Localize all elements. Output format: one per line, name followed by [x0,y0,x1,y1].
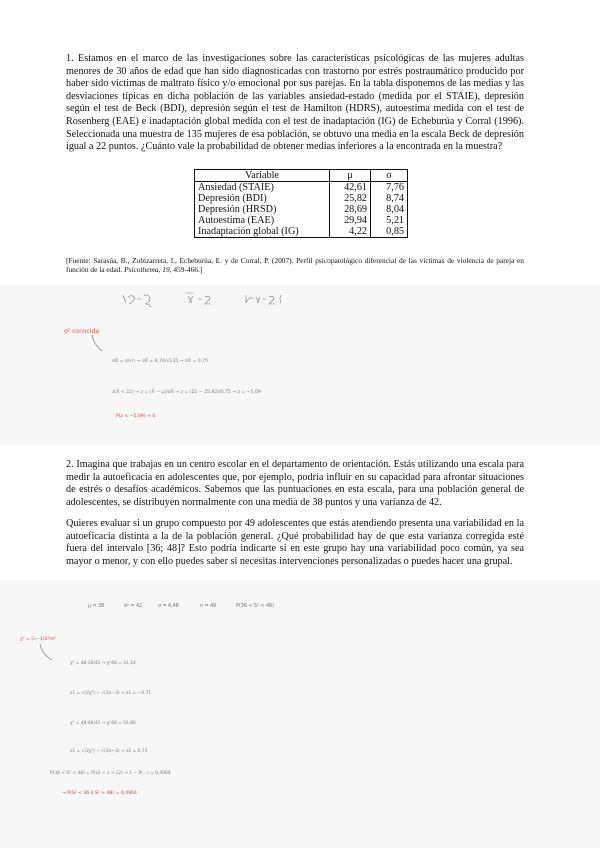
handwritten-solution-2 [0,580,600,848]
cell-mu: 42,61 [330,182,371,194]
handwriting-1-line-6: z(X̄ < 22) → z = (X̄ − μ)/σX̄ → z = (22 − 25,82)/0,75 → z = −5,09 [112,390,261,395]
table-header-row [195,170,408,182]
handwriting-1-line-4: σ² conocida [64,328,100,335]
question-1-text: 1. Estamos en el marco de las investigaciones sobre las características psicológicas de las mujeres adultas menores de 30 años de edad que han sido diagnosticadas con trastorno por estrés postraumático producido por haber sido víctimas de maltrato físico y/o emocional por sus parejas. En la tabla disponemos de las medias y las desviaciones típicas en dicha población de las variables ansiedad-estado (medida por el STAIE), depresión según el test de Beck (BDI), depresión según el test de Hamilton (HDRS), autoestima medida con el test de Rosenberg (EAE) e inadaptación global medida con el test de inadaptación (IG) de Echeburúa y Corral (1996). Seleccionada una muestra de 135 mujeres de esa población, se obtuvo una media en la escala Beck de depresión igual a 22 puntos. ¿Cuánto vale la probabilidad de obtener medias inferiores a la encontrada en la muestra? [66,53,524,153]
source-journal: Psicothema, 19 [124,265,170,275]
header-variable: Variable [195,170,330,182]
cell-variable: Ansiedad (STAIE) [195,182,330,194]
cell-mu: 4,22 [330,226,371,238]
handwriting-1-line-5: σX̄ = σ/√n → σX̄ = 8,74/√135 → σX̄ = 0,75 [112,359,209,364]
table-row [195,182,408,194]
cell-variable: Depresión (BDI) [195,193,330,204]
population-table [194,169,408,238]
table-row [195,193,408,204]
header-mu: μ [330,170,371,182]
header-sigma: σ [371,170,408,182]
source-citation [66,256,524,275]
question-2-paragraph-2: Quieres evaluar si un grupo compuesto por 49 adolescentes que estás atendiendo presenta una variabilidad en la autoeficacia distinta a la de la población general. ¿Qué probabilidad hay de que esta varianza corregida esté fuera del intervalo [36; 48]? Esto podría indicarte si en este grupo hay una variabilidad poco común, ya sea mayor o menor, y con ello puedes saber si necesitas intervenciones personalizadas o puedes hacer una grupal. [66,518,524,567]
cell-sigma: 0,85 [371,226,408,238]
handwriting-2-drawing [0,580,600,848]
table-row [195,204,408,215]
handwriting-2-line-9: χ² = 48·48/42 → χ²48 = 54,86 [70,721,136,726]
handwriting-2-line-12: → P(S² < 36 ó S² > 48) = 0,4964 [62,791,137,796]
cell-sigma: 5,21 [371,215,408,226]
cell-sigma: 8,74 [371,193,408,204]
cell-mu: 28,69 [330,204,371,215]
cell-mu: 29,94 [330,215,371,226]
handwriting-2-line-3: σ = 6,48 [158,604,179,609]
handwriting-2-line-6: χ² = (n−1)S²/σ² [20,637,56,642]
cell-variable: Autoestima (EAE) [195,215,330,226]
table-row [195,215,408,226]
source-prefix: [Fuente: Sarasúa, B., Zubizarreta, I., Echeburúa, E. y de Corral, P. (2007). Perfil psicopatológico diferencial de las víctimas de violencia de pareja en función de la edad. [66,256,524,275]
cell-mu: 25,82 [330,193,371,204]
handwriting-2-line-10: z2 = √(2χ²) − √(2n−3) → z2 = 0,73 [70,749,148,754]
cell-sigma: 8,04 [371,204,408,215]
handwriting-2-line-1: μ = 38 [88,604,105,609]
cell-sigma: 7,76 [371,182,408,194]
handwriting-1-line-7: P(z < −5,09) ≈ 0 [116,414,156,419]
handwriting-2-line-7: χ² = 48·36/42 → χ²48 = 41,14 [70,661,136,666]
handwriting-2-line-2: σ² = 42 [124,604,143,609]
handwriting-1-drawing [0,285,600,445]
handwriting-2-line-5: P(36 < S² < 48) [236,604,274,609]
table-row [195,226,408,238]
cell-variable: Depresión (HRSD) [195,204,330,215]
handwriting-2-line-4: n = 49 [200,604,217,609]
source-suffix: , 459-466.] [169,265,203,275]
cell-variable: Inadaptación global (IG) [195,226,330,238]
question-2-paragraph-1: 2. Imagina que trabajas en un centro escolar en el departamento de orientación. Estás utilizando una escala para medir la autoeficacia en adolescentes que, por ejemplo, podría influir en su capacidad para afrontar situaciones de estrés o desafíos académicos. Sabemos que las puntuaciones en esta escala, para una población general de adolescentes, se distribuyen normalmente con una media de 38 puntos y una varianza de 42. [66,459,524,508]
handwriting-2-line-8: z1 = √(2χ²) − √(2n−3) → z1 = −0,71 [70,691,152,696]
handwriting-2-line-11: P(36 < S² < 48) = P(z1 < z < z2) → 1 − P(...) = 0,4964 [50,771,171,776]
handwritten-solution-1 [0,285,600,445]
